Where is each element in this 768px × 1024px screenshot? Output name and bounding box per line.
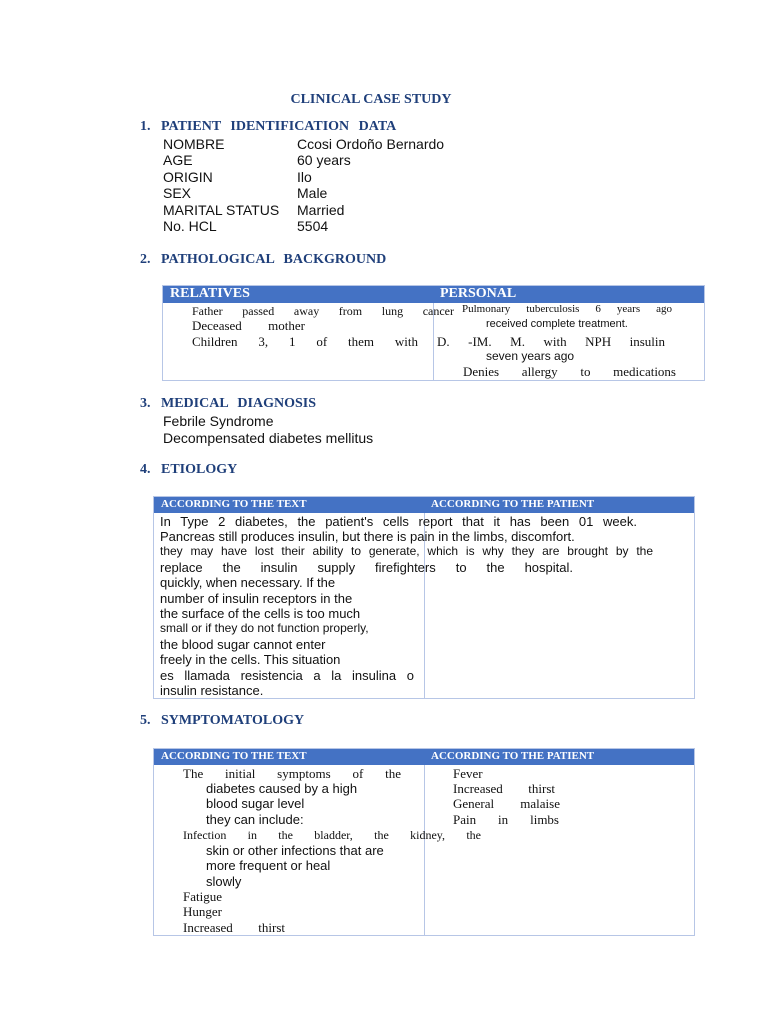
etiology-line: the surface of the cells is too much [160,606,361,621]
field-label-age: AGE [163,152,193,168]
relatives-line: Father passed away from lung cancer [192,304,454,318]
etiology-line: they may have lost their ability to generate, which is why they are brought by the [160,544,653,558]
background-table [162,285,705,381]
section-heading-patient-identification [140,119,396,135]
relatives-line: Deceased mother [192,318,305,333]
diagnosis-item: Decompensated diabetes mellitus [163,430,374,446]
etiology-line: replace the insulin supply firefighters to the hospital. [160,560,573,575]
personal-line: seven years ago [486,349,575,363]
symptom-text-line: skin or other infections that are [206,843,384,858]
field-value-name: Ccosi Ordoño Bernardo [297,136,445,152]
section-title: MEDICAL DIAGNOSIS [161,396,316,411]
personal-line: Denies allergy to medications [463,364,676,379]
etiology-line: es llamada resistencia a la insulina o [160,668,414,683]
etiology-line: quickly, when necessary. If the [160,575,336,590]
symptom-text-line: blood sugar level [206,796,305,811]
symptom-text-line: diabetes caused by a high [206,781,358,796]
section-number: 3. [140,396,151,411]
section-heading-symptomatology [140,713,304,729]
personal-line: Pulmonary tuberculosis 6 years ago [462,303,672,315]
etiology-line: small or if they do not function properly, [160,621,369,635]
symptomatology-table [153,748,695,936]
section-number: 5. [140,713,151,728]
section-number: 1. [140,119,151,134]
section-title: PATHOLOGICAL BACKGROUND [161,252,387,267]
symptom-patient-line: Pain in limbs [453,812,559,827]
symptom-text-line: slowly [206,874,242,889]
document-title: CLINICAL CASE STUDY [290,92,452,107]
header-according-to-text: ACCORDING TO THE TEXT [161,750,307,762]
header-personal: PERSONAL [440,286,517,301]
section-number: 2. [140,252,151,267]
symptom-text-line: they can include: [206,812,304,827]
header-relatives: RELATIVES [170,286,250,301]
section-title: SYMPTOMATOLOGY [161,713,305,728]
field-value-sex: Male [297,185,328,201]
field-value-hcl: 5504 [297,218,329,234]
personal-line: D. -IM. M. with NPH insulin [437,334,665,349]
header-according-to-text: ACCORDING TO THE TEXT [161,498,307,510]
symptom-patient-line: Fever [453,766,483,781]
etiology-line: number of insulin receptors in the [160,591,353,606]
symptom-text-line: The initial symptoms of the [183,766,401,781]
etiology-line: insulin resistance. [160,683,264,698]
field-label-hcl: No. HCL [163,218,217,234]
symptom-text-line: Hunger [183,904,222,919]
section-title: ETIOLOGY [161,462,238,477]
field-value-marital-status: Married [297,202,345,218]
section-heading-medical-diagnosis [140,396,316,412]
symptom-patient-line: Increased thirst [453,781,555,796]
personal-line: received complete treatment. [486,318,628,330]
etiology-line: In Type 2 diabetes, the patient's cells report that it has been 01 week. [160,514,637,529]
symptom-text-line: Increased thirst [183,920,285,935]
diagnosis-item: Febrile Syndrome [163,413,274,429]
column-divider [424,765,425,935]
symptomatology-table-header [154,749,694,765]
symptom-patient-line: General malaise [453,796,560,811]
header-according-to-patient: ACCORDING TO THE PATIENT [431,750,595,762]
etiology-table [153,496,695,699]
field-label-origin: ORIGIN [163,169,213,185]
etiology-line: Pancreas still produces insulin, but there is pain in the limbs, discomfort. [160,529,575,544]
field-value-age: 60 years [297,152,351,168]
section-title: PATIENT IDENTIFICATION DATA [161,119,397,134]
section-heading-etiology [140,462,237,478]
etiology-line: the blood sugar cannot enter [160,637,326,652]
field-label-sex: SEX [163,185,192,201]
etiology-table-header [154,497,694,513]
section-heading-pathological-background [140,252,386,268]
symptom-text-line: Infection in the bladder, the kidney, the [183,828,481,842]
background-table-header [163,286,704,303]
field-value-origin: Ilo [297,169,312,185]
section-number: 4. [140,462,151,477]
field-label-marital-status: MARITAL STATUS [163,202,280,218]
field-label-name: NOMBRE [163,136,225,152]
symptom-text-line: Fatigue [183,889,222,904]
header-according-to-patient: ACCORDING TO THE PATIENT [431,498,595,510]
etiology-line: freely in the cells. This situation [160,652,341,667]
relatives-line: Children 3, 1 of them with [192,334,418,349]
symptom-text-line: more frequent or heal [206,858,331,873]
